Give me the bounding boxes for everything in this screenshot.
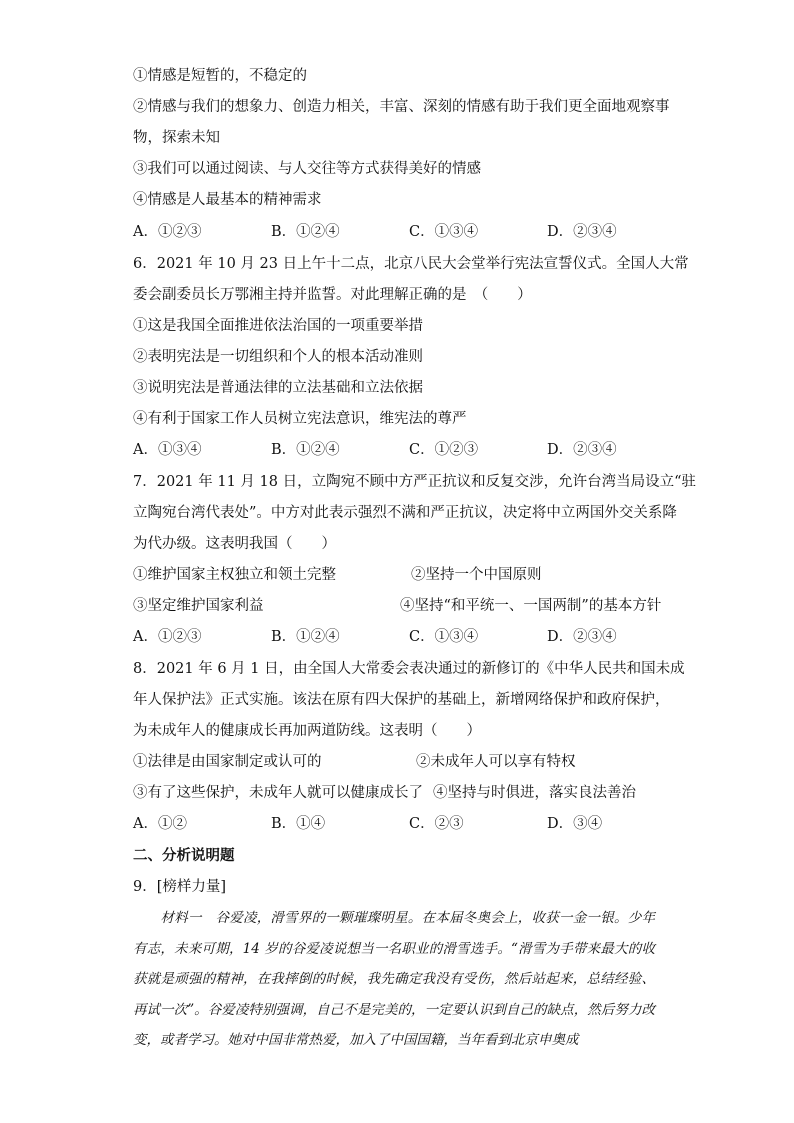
q6-stem-line-1: 6．2021 年 10 月 23 日上午十二点，北京八民大会堂举行宪法宣誓仪式。全国人大常 [133, 256, 689, 272]
q6-option-c[interactable]: C．①②③ [409, 442, 479, 458]
q6-statement-4: ④有利于国家工作人员树立宪法意识，维宪法的尊严 [133, 411, 467, 427]
q5-option-c[interactable]: C．①③④ [409, 224, 479, 240]
q7-stem-line-1: 7．2021 年 11 月 18 日，立陶宛不顾中方严正抗议和反复交涉，允许台湾当局设立“驻 [133, 474, 696, 490]
q8-option-a[interactable]: A．①② [133, 816, 187, 832]
q7-statement-3: ③坚定维护国家利益 [133, 598, 264, 614]
q7-statement-1: ①维护国家主权独立和领土完整 [133, 567, 336, 583]
q6-option-b[interactable]: B．①②④ [271, 442, 340, 458]
q8-stem-line-1: 8．2021 年 6 月 1 日，由全国人大常委会表决通过的新修订的《中华人民共和国未成 [133, 661, 685, 677]
q8-statement-3: ③有了这些保护，未成年人就可以健康成长了 [133, 785, 423, 801]
q8-statement-4: ④坚持与时俱进，落实良法善治 [433, 785, 636, 801]
q6-statement-2: ②表明宪法是一切组织和个人的根本活动准则 [133, 349, 423, 365]
q8-stem-line-2: 年人保护法》正式实施。该法在原有四大保护的基础上，新增网络保护和政府保护， [133, 692, 670, 708]
q5-option-d[interactable]: D．②③④ [547, 224, 617, 240]
q7-option-b[interactable]: B．①②④ [271, 629, 340, 645]
q6-statement-3: ③说明宪法是普通法律的立法基础和立法依据 [133, 380, 423, 396]
q7-statement-4: ④坚持“和平统一、一国两制”的基本方针 [400, 598, 662, 614]
q7-option-a[interactable]: A．①②③ [133, 629, 202, 645]
q8-option-b[interactable]: B．①④ [271, 816, 326, 832]
q6-stem-line-2: 委会副委员长万鄂湘主持并监誓。对此理解正确的是 （ ） [133, 287, 532, 303]
q7-stem-line-2: 立陶宛台湾代表处”。中方对此表示强烈不满和严正抗议，决定将中立两国外交关系降 [133, 505, 677, 521]
q7-stem-line-3: 为代办级。这表明我国（ ） [133, 536, 336, 552]
q5-statement-3: ③我们可以通过阅读、与人交往等方式获得美好的情感 [133, 161, 481, 177]
q6-option-a[interactable]: A．①③④ [133, 442, 202, 458]
q8-stem-line-3: 为未成年人的健康成长再加两道防线。这表明（ ） [133, 723, 481, 739]
q6-statement-1: ①这是我国全面推进依法治国的一项重要举措 [133, 318, 423, 334]
q6-option-d[interactable]: D．②③④ [547, 442, 617, 458]
q5-option-b[interactable]: B．①②④ [271, 224, 340, 240]
q8-option-c[interactable]: C．②③ [409, 816, 464, 832]
q7-option-c[interactable]: C．①③④ [409, 629, 479, 645]
q5-option-a[interactable]: A．①②③ [133, 224, 202, 240]
q9-title: 9．[榜样力量] [133, 879, 227, 895]
q7-option-d[interactable]: D．②③④ [547, 629, 617, 645]
q5-statement-1: ①情感是短暂的，不稳定的 [133, 68, 307, 84]
q7-statement-2: ②坚持一个中国原则 [411, 567, 542, 583]
material-one-paragraph: 材料一 谷爱凌，滑雪界的一颗璀璨明星。在本届冬奥会上，收获一金一银。少年有志，未来可期，14 岁的谷爱凌说想当一名职业的滑雪选手。“滑雪为手带来最大的收获就是顽强的精神，在我摔倒的时候，我先确定我没有受伤，然后站起来，总结经验、再试一次”。谷爱凌特别强调，自己不是完美的，一定要认识到自己的缺点，然后努力改变，或者学习。她对中国非常热爱，加入了中国国籍，当年看到北京申奥成 [133, 910, 655, 1048]
q5-statement-2a: ②情感与我们的想象力、创造力相关，丰富、深刻的情感有助于我们更全面地观察事 [133, 99, 670, 115]
q5-statement-2b: 物，探索未知 [133, 130, 220, 146]
q8-statement-2: ②未成年人可以享有特权 [416, 754, 576, 770]
q5-statement-4: ④情感是人最基本的精神需求 [133, 192, 322, 208]
q8-option-d[interactable]: D．③④ [547, 816, 603, 832]
section-heading: 二、分析说明题 [133, 847, 235, 864]
q8-statement-1: ①法律是由国家制定或认可的 [133, 754, 322, 770]
